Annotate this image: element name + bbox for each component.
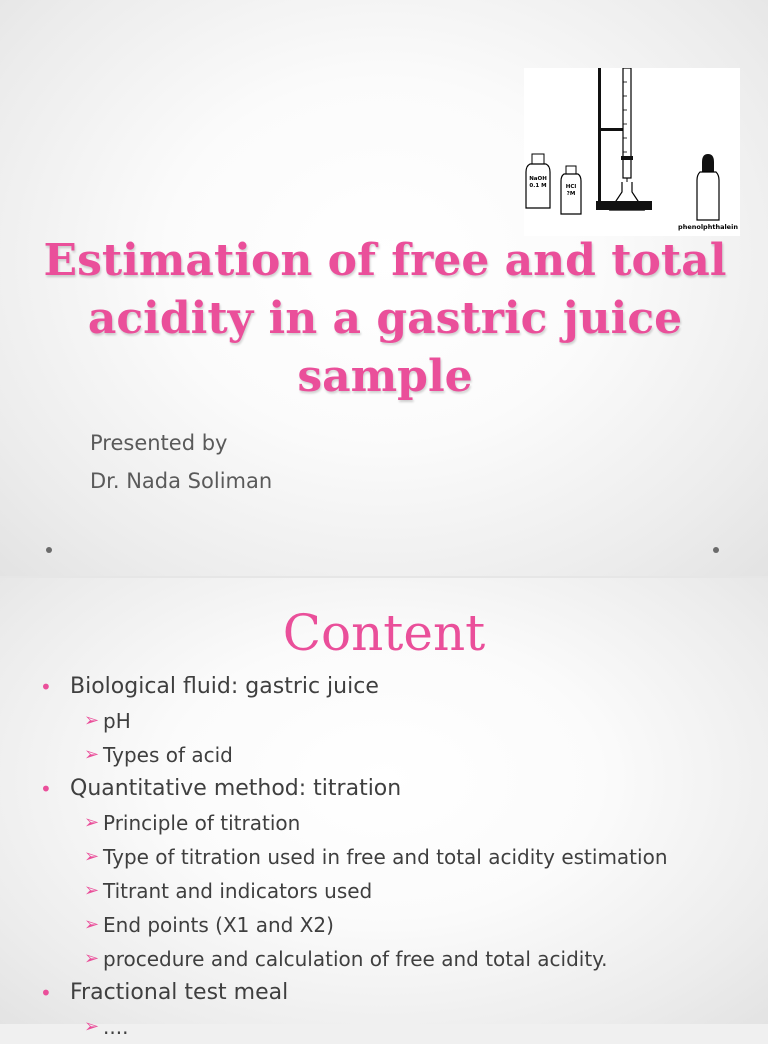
sublist-container xyxy=(40,704,755,772)
sub-bullet-text: End points (X1 and X2) xyxy=(103,913,334,937)
sub-bullet-ph xyxy=(40,704,755,738)
naoh-label-line2: 0.1 M xyxy=(529,183,547,189)
arrow-bullet-icon: ➢ xyxy=(84,744,100,765)
arrow-bullet-icon: ➢ xyxy=(84,812,100,833)
sub-bullet-titrant xyxy=(40,874,755,908)
phenolphthalein-label: phenolphthalein xyxy=(678,223,738,231)
content-bullet-list xyxy=(40,670,755,1044)
bullet-text: Fractional test meal xyxy=(70,980,289,1005)
sub-bullet-end-points xyxy=(40,908,755,942)
sub-bullet-principle xyxy=(40,806,755,840)
sub-bullet-cutoff xyxy=(40,1010,755,1044)
sub-bullet-text: pH xyxy=(103,709,131,733)
slide-dot-left xyxy=(46,547,52,553)
arrow-bullet-icon: ➢ xyxy=(84,1016,100,1037)
titration-apparatus-illustration xyxy=(524,68,740,236)
presenter-name: Dr. Nada Soliman xyxy=(90,469,273,493)
burette-stand xyxy=(596,68,652,210)
sub-bullet-type-of-titration xyxy=(40,840,755,874)
sub-bullet-text: Types of acid xyxy=(103,743,233,767)
sub-bullet-text: Titrant and indicators used xyxy=(103,879,373,903)
sub-bullet-text: Principle of titration xyxy=(103,811,301,835)
bullet-text: Biological fluid: gastric juice xyxy=(70,674,379,699)
sublist-titration xyxy=(40,806,755,976)
naoh-bottle xyxy=(526,154,550,208)
bullet-fractional-test-meal xyxy=(40,976,755,1010)
content-slide-title: Content xyxy=(282,604,486,662)
arrow-bullet-icon: ➢ xyxy=(84,948,100,969)
arrow-bullet-icon: ➢ xyxy=(84,710,100,731)
presenter-block xyxy=(90,424,272,500)
hcl-bottle xyxy=(561,166,581,214)
naoh-label-line1: NaOH xyxy=(529,176,547,182)
sublist-container xyxy=(40,1010,755,1044)
bullet-quantitative-method xyxy=(40,772,755,806)
bullet-marker: • xyxy=(40,675,52,699)
bullet-biological-fluid xyxy=(40,670,755,704)
sub-bullet-text: Type of titration used in free and total acidity estimation xyxy=(103,845,668,869)
arrow-bullet-icon: ➢ xyxy=(84,846,100,867)
sub-bullet-types-of-acid xyxy=(40,738,755,772)
sub-bullet-text: .... xyxy=(103,1015,129,1039)
sub-bullet-procedure xyxy=(40,942,755,976)
hcl-label-line2: ?M xyxy=(566,191,576,197)
presented-by-label: Presented by xyxy=(90,431,228,455)
slide-dot-right xyxy=(713,547,719,553)
presentation-title: Estimation of free and total acidity in a gastric juice sample xyxy=(43,235,727,402)
bullet-marker: • xyxy=(40,777,52,801)
titration-apparatus-drawing xyxy=(524,68,740,236)
phenolphthalein-bottle xyxy=(678,154,738,231)
hcl-label-line1: HCl xyxy=(565,184,577,190)
sublist-fractional-test-meal xyxy=(40,1010,755,1044)
bullet-text: Quantitative method: titration xyxy=(70,776,402,801)
arrow-bullet-icon: ➢ xyxy=(84,914,100,935)
arrow-bullet-icon: ➢ xyxy=(84,880,100,901)
sublist-biological-fluid xyxy=(40,704,755,772)
sublist-container xyxy=(40,806,755,976)
bullet-marker: • xyxy=(40,981,52,1005)
sub-bullet-text: procedure and calculation of free and total acidity. xyxy=(103,947,608,971)
